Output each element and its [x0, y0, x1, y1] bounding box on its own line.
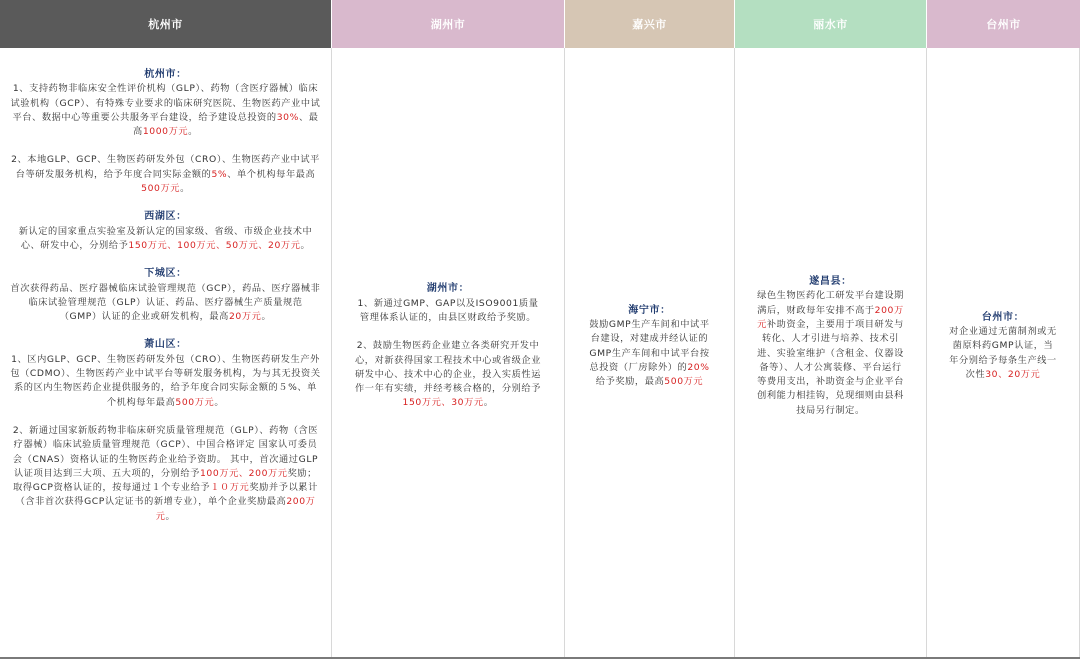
policy-paragraph: [757, 289, 905, 418]
text-segment: 奖励；取得GCP资格认证的，按每通过１个专业给予: [13, 467, 317, 494]
policy-paragraph: [10, 225, 321, 254]
header-taizhou: 台州市: [927, 0, 1080, 48]
policy-paragraph: [949, 325, 1057, 382]
highlight-amount: 500万元: [664, 376, 704, 388]
column-jiaxing: [565, 48, 735, 659]
highlight-amount: 500万元: [141, 183, 181, 195]
highlight-amount: 1000万元: [142, 126, 189, 138]
column-hangzhou: [0, 48, 332, 659]
policy-paragraph: [10, 153, 321, 196]
text-segment: 奖励并予以累计（含非首次获得GCP认定证书的新增专业），单个企业奖励最高: [15, 482, 318, 508]
highlight-amount: 20万元: [228, 311, 262, 323]
policy-section: [10, 338, 321, 524]
region-title: 遂昌县：: [809, 276, 852, 288]
header-jiaxing: 嘉兴市: [565, 0, 735, 48]
policy-section: [757, 275, 905, 418]
policy-paragraph: [10, 82, 321, 139]
region-title: 下城区：: [144, 268, 187, 280]
policy-section: [586, 304, 714, 390]
text-segment: 。: [300, 239, 311, 251]
text-segment: 鼓励GMP生产车间和中试平台建设，对建成并经认证的GMP生产车间和中试平台按总投资（厂房除外）的: [589, 318, 710, 373]
policy-section: [949, 311, 1057, 382]
highlight-amount: 150万元、100万元、50万元、20万元: [128, 239, 301, 251]
highlight-amount: 30%: [276, 111, 299, 123]
text-segment: 。: [261, 311, 272, 323]
text-segment: 、单个机构每年最高: [227, 168, 316, 180]
text-segment: 1、新通过GMP、GAP以及ISO9001质量管理体系认证的，由县区财政给予奖励。: [357, 297, 539, 323]
region-title: 台州市：: [981, 311, 1025, 323]
text-segment: 补助资金，主要用于项目研发与转化、人才引进与培养、技术引进、实验室维护（含租金、仪器设备等）、人才公寓装修、平台运行等费用支出，补助资金与企业平台创利能力相挂钩，兑现细则由县科技局另行制定。: [757, 318, 904, 416]
text-segment: 2、鼓励生物医药企业建立各类研究开发中心，对新获得国家工程技术中心或省级企业研发中心、技术中心的企业，投入实质性运作一年有实绩，并经考核合格的，分别给予: [355, 340, 541, 395]
highlight-amount: 30、20万元: [985, 368, 1041, 380]
column-taizhou: [927, 48, 1080, 659]
highlight-amount: 500万元: [175, 396, 215, 408]
column-lishui: [735, 48, 927, 659]
policy-paragraph: [353, 339, 543, 410]
header-row: [0, 0, 1080, 48]
column-huzhou: [332, 48, 565, 659]
region-title: 杭州市：: [144, 69, 187, 80]
text-segment: 给予奖励，最高: [595, 376, 665, 388]
highlight-amount: １０万元: [210, 482, 250, 494]
highlight-amount: 200万元: [155, 496, 316, 522]
text-segment: 。: [188, 126, 198, 138]
highlight-amount: 150万元、30万元: [402, 397, 484, 409]
region-title: 湖州市：: [426, 283, 470, 295]
policy-paragraph: [10, 282, 321, 325]
policy-section: [10, 267, 321, 324]
body-row: [0, 48, 1080, 659]
policy-paragraph: [586, 318, 714, 389]
text-segment: 1、支持药物非临床安全性评价机构（GLP）、药物（含医疗器械）临床试验机构（GCP）、有特殊专业要求的临床研究医院、生物医药产业中试平台、数据中心等重要公共服务平台建设，给予建设总投资的: [10, 83, 321, 123]
text-segment: 2、新通过国家新版药物非临床研究质量管理规范（GLP）、药物（含医疗器械）临床试验质量管理规范（GCP）、中国合格评定 国家认可委员会（CNAS）资格认证的生物医药企业给予资助。 其中，首次通过GLP认证项目达到三大项、五大项的，分别给予: [12, 424, 319, 479]
highlight-amount: 5%: [211, 168, 228, 180]
text-segment: 、最高: [133, 111, 319, 138]
policy-paragraph: [353, 297, 543, 326]
policy-paragraph: [10, 353, 321, 410]
header-hangzhou: 杭州市: [0, 0, 332, 48]
text-segment: 对企业通过无菌制剂或无菌原料药GMP认证，当年分别给予每条生产线一次性: [949, 326, 1057, 380]
header-lishui: 丽水市: [735, 0, 927, 48]
policy-section: [353, 282, 543, 410]
region-title: 西湖区：: [144, 211, 187, 223]
text-segment: 。: [214, 396, 225, 408]
region-title: 萧山区：: [144, 339, 187, 351]
highlight-amount: 100万元、200万元: [199, 467, 288, 479]
text-segment: 首次获得药品、医疗器械临床试验管理规范（GCP），药品、医疗器械非临床试验管理规范（GLP）认证、药品、医疗器械生产质量规范（GMP）认证的企业或研发机构，最高: [10, 282, 321, 323]
text-segment: 绿色生物医药化工研发平台建设期满后，财政每年安排不高于: [757, 290, 904, 316]
header-huzhou: 湖州市: [332, 0, 565, 48]
text-segment: 2、本地GLP、GCP、生物医药研发外包（CRO）、生物医药产业中试平台等研发服务机构，给予年度合同实际金额的: [11, 154, 320, 180]
text-segment: 1、区内GLP、GCP、生物医药研发外包（CRO）、生物医药研发生产外包（CDMO）、生物医药产业中试平台等研发服务机构，为与其无投资关系的区内生物医药企业提供服务的，给予年度合同实际金额的５%、单个机构每年最高: [10, 353, 321, 408]
text-segment: 。: [180, 183, 190, 195]
text-segment: 。: [483, 397, 494, 409]
highlight-amount: 20%: [687, 361, 710, 373]
text-segment: 。: [165, 510, 176, 522]
text-segment: 新认定的国家重点实验室及新认定的国家级、省级、市级企业技术中心、研发中心，分别给予: [18, 225, 313, 251]
policy-paragraph: [10, 424, 321, 524]
region-title: 海宁市：: [628, 304, 671, 316]
policy-section: [10, 68, 321, 196]
highlight-amount: 200万元: [757, 304, 904, 330]
policy-section: [10, 210, 321, 253]
